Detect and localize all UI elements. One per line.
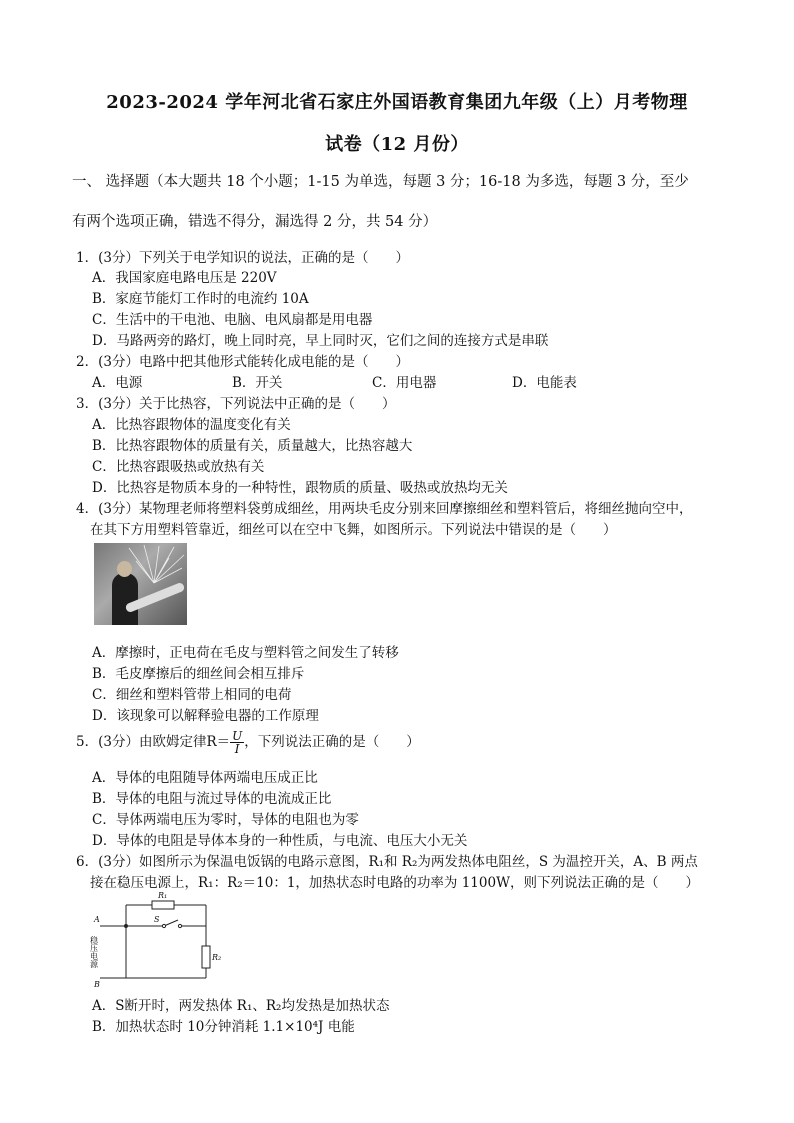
q6-stem-line-1: 6．(3分）如图所示为保温电饭锅的电路示意图，R₁和 R₂为两发热体电阻丝，S 为温控开关，A、B 两点 xyxy=(76,854,698,870)
q3-option-a: A．比热容跟物体的温度变化有关 xyxy=(92,417,291,433)
q1-option-b: B．家庭节能灯工作时的电流约 10A xyxy=(92,291,309,307)
title-line-2: 试卷（12 月份） xyxy=(325,134,469,155)
label-s: S xyxy=(154,915,160,924)
q3-option-c: C．比热容跟吸热或放热有关 xyxy=(92,459,265,475)
resistor-r1 xyxy=(152,901,174,909)
q1-stem: 1．(3分）下列关于电学知识的说法，正确的是（ ） xyxy=(76,250,409,266)
q4-option-c: C．细丝和塑料管带上相同的电荷 xyxy=(92,687,292,703)
q1-option-c: C．生活中的干电池、电脑、电风扇都是用电器 xyxy=(92,312,373,328)
q5-stem xyxy=(76,730,420,755)
q1-option-d: D．马路两旁的路灯，晚上同时亮，早上同时灭，它们之间的连接方式是串联 xyxy=(92,333,549,349)
q6-option-a: A．S断开时，两发热体 R₁、R₂均发热是加热状态 xyxy=(92,998,390,1014)
fraction-denominator: I xyxy=(234,742,240,756)
q5-stem-pre: 5．(3分）由欧姆定律R＝ xyxy=(76,734,231,750)
q2-option-d: D．电能表 xyxy=(512,375,577,391)
teacher-photo xyxy=(94,543,187,625)
switch-pivot xyxy=(162,924,165,927)
q2-option-c: C．用电器 xyxy=(372,375,437,391)
resistor-r2 xyxy=(202,946,210,968)
label-r1: R₁ xyxy=(158,891,168,900)
label-b: B xyxy=(94,980,100,989)
label-r2: R₂ xyxy=(212,953,222,962)
q6-stem-line-2: 接在稳压电源上，R₁：R₂＝10：1，加热状态时电路的功率为 1100W，则下列说法正确的是（ ） xyxy=(90,875,699,891)
q4-stem-line-1: 4．(3分）某物理老师将塑料袋剪成细丝，用两块毛皮分别来回摩擦细丝和塑料管后，将细丝抛向空中， xyxy=(76,501,693,517)
q2-option-a: A．电源 xyxy=(92,375,143,391)
q4-option-b: B．毛皮摩擦后的细丝间会相互排斥 xyxy=(92,666,305,682)
circuit-diagram xyxy=(90,888,220,988)
q5-option-c: C．导体两端电压为零时，导体的电阻也为零 xyxy=(92,812,359,828)
section-heading-line-2: 有两个选项正确，错选不得分，漏选得 2 分，共 54 分） xyxy=(72,214,438,230)
title-line-1: 2023-2024 学年河北省石家庄外国语教育集团九年级（上）月考物理 xyxy=(106,92,688,113)
q4-stem-line-2: 在其下方用塑料管靠近，细丝可以在空中飞舞，如图所示。下列说法中错误的是（ ） xyxy=(90,522,617,538)
section-heading-line-1: 一、 选择题（本大题共 18 个小题；1-15 为单选，每题 3 分；16-18 为多选，每题 3 分，至少 xyxy=(72,174,689,190)
q3-stem: 3．(3分）关于比热容，下列说法中正确的是（ ） xyxy=(76,396,396,412)
q2-stem: 2．(3分）电路中把其他形式能转化成电能的是（ ） xyxy=(76,354,409,370)
q4-option-a: A．摩擦时，正电荷在毛皮与塑料管之间发生了转移 xyxy=(92,645,399,661)
q3-option-b: B．比热容跟物体的质量有关，质量越大，比热容越大 xyxy=(92,438,413,454)
switch-contact xyxy=(178,924,181,927)
q6-option-b: B．加热状态时 10分钟消耗 1.1×10⁴J 电能 xyxy=(92,1019,355,1035)
label-a: A xyxy=(94,915,100,924)
q1-option-a: A．我国家庭电路电压是 220V xyxy=(92,270,277,286)
fraction-numerator: U xyxy=(232,729,243,743)
q5-stem-post: ，下列说法正确的是（ ） xyxy=(244,734,420,750)
junction-dot xyxy=(125,925,128,928)
label-power-source: 稳压电源 xyxy=(89,936,99,968)
switch-s xyxy=(164,920,178,926)
q2-option-b: B．开关 xyxy=(232,375,283,391)
person-figure xyxy=(112,573,138,625)
q5-option-b: B．导体的电阻与流过导体的电流成正比 xyxy=(92,791,332,807)
q5-option-a: A．导体的电阻随导体两端电压成正比 xyxy=(92,770,318,786)
q2-options-row xyxy=(92,371,652,391)
person-head xyxy=(117,561,132,577)
ohm-fraction xyxy=(230,730,244,755)
q4-option-d: D．该现象可以解释验电器的工作原理 xyxy=(92,708,319,724)
q5-option-d: D．导体的电阻是导体本身的一种性质，与电流、电压大小无关 xyxy=(92,833,468,849)
q3-option-d: D．比热容是物质本身的一种特性，跟物质的质量、吸热或放热均无关 xyxy=(92,480,508,496)
